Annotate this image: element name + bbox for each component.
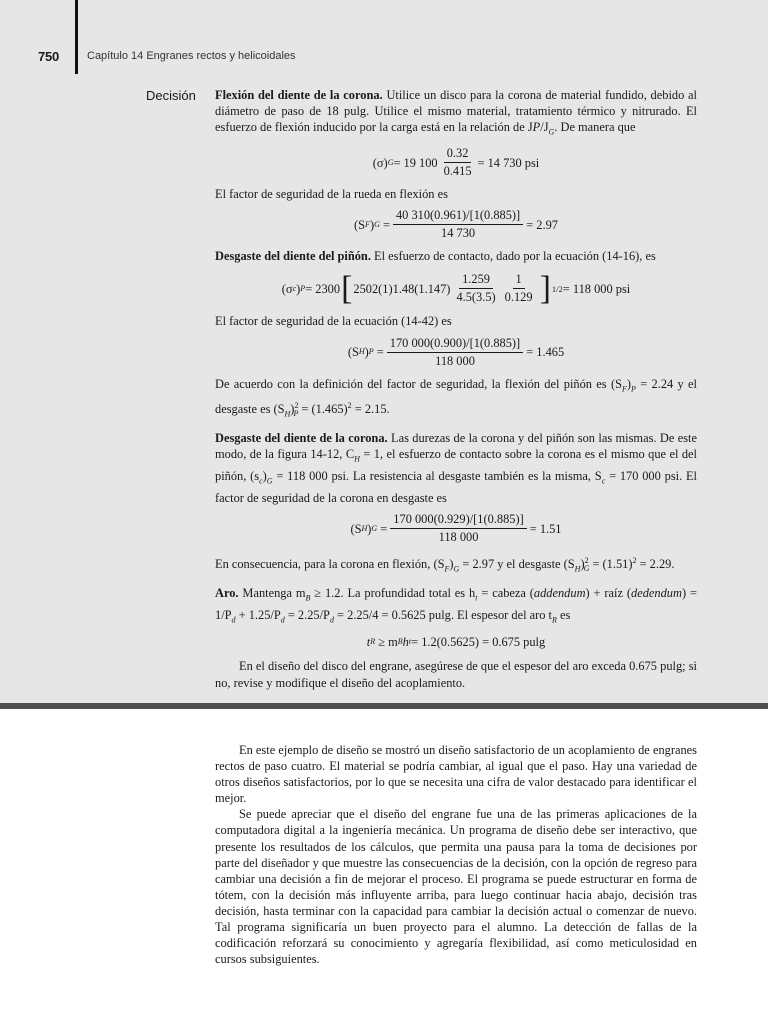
equation-pinion-wear-factor: (S H ) P = $\frac{170 000(0.900)/[1(0.885)]}{118 000}$ = 1.465 — [347, 335, 565, 368]
panel-bottom-rule — [0, 703, 768, 709]
equation-gear-stress: (σ) G = 19 100 $\frac{0.32}{0.415}$ = 14 730 psi — [372, 146, 540, 179]
paragraph-gear-bending: Flexión del diente de la corona. Utilice un disco para la corona de material fundido, debido al diámetro de paso de 18 pulg. Utilice el mismo material, tratamiento térmico y nitrurado. El esfuerzo de flexión inducido por la carga está en la relación de $JP/J_G$. De manera que — [215, 88, 697, 137]
paragraph-wheel-factor: El factor de seguridad de la rueda en flexión es — [215, 186, 448, 201]
paragraph-computer-design: Se puede apreciar que el diseño del engrane fue una de las primeras aplicaciones de la computadora digital a la ingeniería mecánica. Un programa de diseño debe ser interactivo, que presente los resultados de los cálculos, que permita una pausa para la toma de decisiones por parte del diseñador y que muestre las consecuencias de la decisión, con la opción de regreso para cambiar una decisión a fin de mejorar el proceso. El programa se puede estructurar en forma de tótem, con la decisión más influyente arriba, para luego continuar hacia abajo, decisión tras decisión, hasta terminar con la capacidad para cambiar la decisión actual o comenzar de nuevo. Tal programa significaría un buen proyecto para el alumno. La detección de fallas de la codificación reforzará su conocimiento y agregaría flexibilidad, así como meticulosidad en cursos subsiguientes. — [215, 807, 697, 967]
equation-gear-wear-factor: (S H ) G = $\frac{170 000(0.929)/[1(0.885)]}{118 000}$ = 1.51 — [350, 512, 562, 545]
paragraph-definition: De acuerdo con la definición del factor de seguridad, la flexión del piñón es $(S_F)_P = 2.24$ y el desgaste es $(S_H)^2_P = (1.465)^2 = 2.15$. — [215, 377, 697, 419]
paragraph-safety-factor: El factor de seguridad de la ecuación (14-42) es — [215, 313, 452, 328]
equation-rim-thickness: t R ≥ m B h t = 1.2(0.5625) = 0.675 pulg — [366, 635, 546, 650]
paragraph-gear-wear: Desgaste del diente de la corona. Las durezas de la corona y del piñón son las mismas. De este modo, de la figura 14-12, $C_H = 1$, el esfuerzo de contacto sobre la corona es el mismo que el del piñón, $(s_c)_G = 118$ 000 psi. La resistencia al desgaste también es la misma, $S_c = 170$ 000 psi. El factor de seguridad de la corona en desgaste es — [215, 431, 697, 505]
paragraph-design-example: En este ejemplo de diseño se mostró un diseño satisfactorio de un acoplamiento de engranes rectos de paso cuatro. El material se podría cambiar, al igual que el paso. Hay una variedad de otros diseños satisfactorios, por lo que se necesita una cifra de valor destacado para identificar el mejor. — [215, 743, 697, 806]
equation-gear-bending-factor: (S F ) G = $\frac{40 310(0.961)/[1(0.885)]}{14 730}$ = 2.97 — [354, 208, 558, 241]
running-head: Capítulo 14 Engranes rectos y helicoidales — [87, 50, 296, 62]
closing-content — [215, 742, 697, 967]
paragraph-rim: Aro. Mantenga $m_B \ge 1.2$. La profundidad total es $h_t$ = cabeza (addendum) + raíz (dedendum) = $1/P_d + 1.25/P_d = 2.25/P_d = 2.25/4 = 0.5625$ pulg. El espesor del aro $t_R$ es — [215, 586, 697, 625]
decision-content — [215, 87, 697, 691]
paragraph-pinion-wear: Desgaste del diente del piñón. El esfuerzo de contacto, dado por la ecuación (14-16), es — [215, 248, 656, 263]
paragraph-consequence: En consecuencia, para la corona en flexión, $(S_F)_G = 2.97$ y el desgaste $(S_H)^2_G = (1.51)^2 = 2.29$. — [215, 555, 675, 574]
decision-label: Decisión — [146, 88, 196, 103]
equation-contact-stress: (σ c ) P = 2300 [ 2502(1)1.48(1.147) $\frac{1.259}{4.5(3.5)}$ $\frac{1}{0.129}$ ] 1/2 = 118 000 psi — [281, 269, 631, 307]
page-number: 750 — [38, 49, 60, 64]
header-vertical-rule — [75, 0, 78, 74]
paragraph-rim-design: En el diseño del disco del engrane, asegúrese de que el espesor del aro exceda 0.675 pulg; si no, revise y modifique el diseño del acoplamiento. — [215, 659, 697, 690]
